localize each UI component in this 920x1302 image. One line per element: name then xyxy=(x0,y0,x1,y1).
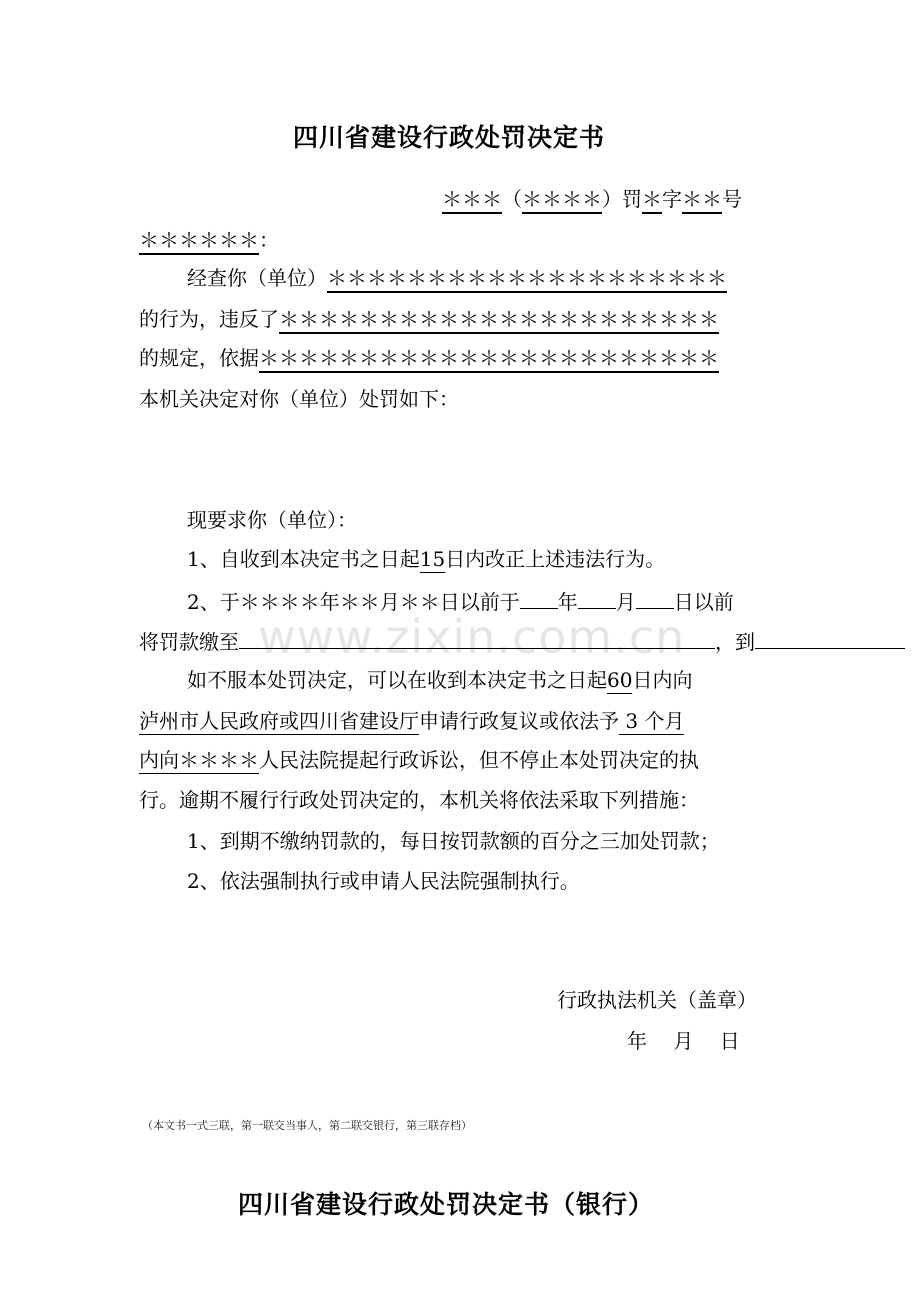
para1-lead: 经查你（单位） xyxy=(187,266,327,290)
item2-a: 2、于＊＊＊＊年＊＊月＊＊日以前于 xyxy=(187,590,520,614)
para1-line3 xyxy=(139,346,719,370)
document-number xyxy=(442,187,742,211)
appeal-court-post: 人民法院提起行政诉讼，但不停止本处罚决定的执 xyxy=(259,748,699,772)
appeal-line3 xyxy=(139,748,699,772)
doc-number-part4: ＊＊ xyxy=(682,187,722,214)
addressee-colon: ： xyxy=(259,228,279,252)
appeal-post: 日内向 xyxy=(632,668,693,692)
para1-lead3: 的规定，依据 xyxy=(139,346,259,370)
document-title: 四川省建设行政处罚决定书 xyxy=(293,123,606,152)
item1-days: 15 xyxy=(419,547,446,571)
item2-year: 年 xyxy=(557,590,578,614)
signature-date: 年 月 日 xyxy=(627,1029,740,1053)
requirement-item2-line2 xyxy=(139,628,905,654)
para1-line2 xyxy=(139,307,719,331)
doc-number-suffix: 号 xyxy=(722,187,742,211)
item2-c: ，到 xyxy=(715,630,755,654)
requirements-heading: 现要求你（单位）： xyxy=(187,508,357,532)
appeal-days: 60 xyxy=(607,668,633,692)
appeal-line4: 行。逾期不履行行政处罚决定的，本机关将依法采取下列措施： xyxy=(139,788,699,812)
footnote: （本文书一式三联，第一联交当事人，第二联交银行，第三联存档） xyxy=(142,1119,472,1132)
para1-fill3: ＊＊＊＊＊＊＊＊＊＊＊＊＊＊＊＊＊＊＊＊＊＊＊ xyxy=(259,346,719,373)
appeal-months: 3 个月 xyxy=(619,709,685,733)
addressee: ＊＊＊＊＊＊ xyxy=(139,228,259,255)
location-blank xyxy=(755,628,905,649)
measure-1: 1、到期不缴纳罚款的，每日按罚款额的百分之三加处罚款； xyxy=(187,829,720,853)
item2-b: 将罚款缴至 xyxy=(139,630,239,654)
item1-pre: 1、自收到本决定书之日起 xyxy=(187,547,420,571)
doc-number-part2: ＊＊＊＊ xyxy=(522,187,602,214)
requirement-item1 xyxy=(187,547,665,571)
appeal-agency: 泸州市人民政府或四川省建设厅 xyxy=(139,709,419,733)
item1-post: 日内改正上述违法行为。 xyxy=(445,547,666,571)
item2-month-blank xyxy=(578,588,616,609)
doc-number-part3: ＊ xyxy=(642,187,662,214)
appeal-court-pre: 内向＊＊＊＊ xyxy=(139,748,259,772)
bank-blank xyxy=(239,628,715,649)
para1-line1 xyxy=(187,266,727,290)
measure-2: 2、依法强制执行或申请人民法院强制执行。 xyxy=(187,869,580,893)
item2-day: 日以前 xyxy=(673,590,734,614)
appeal-line2 xyxy=(139,709,684,733)
document-title-bank: 四川省建设行政处罚决定书（银行） xyxy=(238,1190,655,1219)
addressee-line xyxy=(139,228,279,252)
item2-year-blank xyxy=(520,588,558,609)
para1-end: 本机关决定对你（单位）处罚如下： xyxy=(139,387,459,411)
appeal-pre: 如不服本处罚决定，可以在收到本决定书之日起 xyxy=(187,668,607,692)
para1-fill1: ＊＊＊＊＊＊＊＊＊＊＊＊＊＊＊＊＊＊＊＊ xyxy=(327,266,727,293)
doc-number-mid: 字 xyxy=(662,187,682,211)
para1-lead2: 的行为，违反了 xyxy=(139,307,279,331)
watermark: www.zixin.com.cn xyxy=(258,610,686,664)
para1-fill2: ＊＊＊＊＊＊＊＊＊＊＊＊＊＊＊＊＊＊＊＊＊＊ xyxy=(279,307,719,334)
appeal-line1 xyxy=(187,668,692,692)
doc-number-paren-close: ）罚 xyxy=(602,187,642,211)
doc-number-part1: ＊＊＊ xyxy=(442,187,502,214)
appeal-mid: 申请行政复议或依法予 xyxy=(419,709,619,733)
item2-month: 月 xyxy=(615,590,636,614)
doc-number-paren-open: （ xyxy=(502,187,522,211)
signature-authority: 行政执法机关（盖章） xyxy=(557,988,757,1012)
item2-day-blank xyxy=(636,588,674,609)
